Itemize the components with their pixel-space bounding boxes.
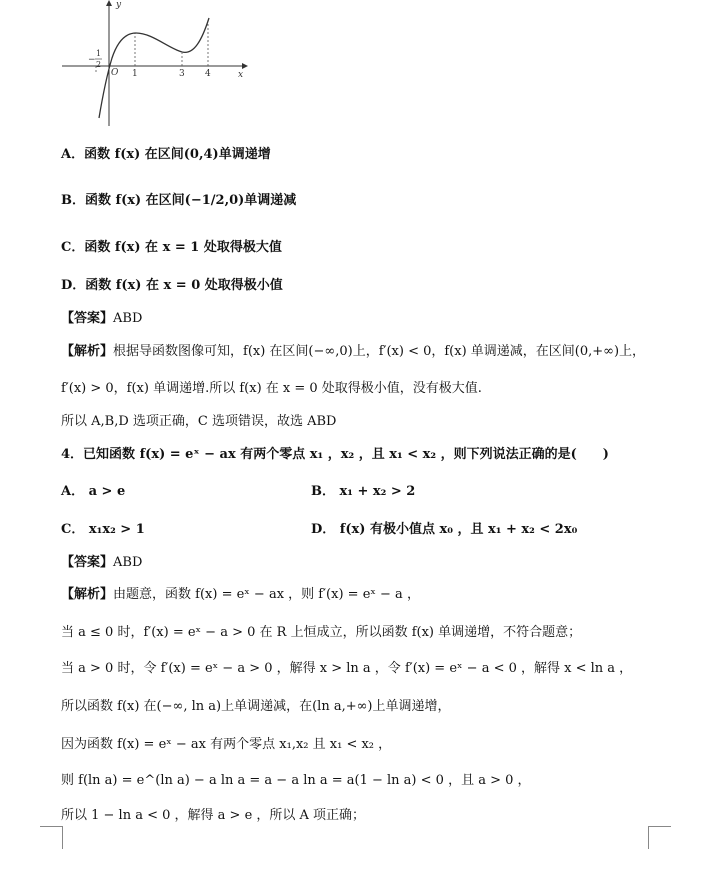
answer-tag: 【答案】 (61, 311, 114, 326)
q4-option-b: B． x₁ + x₂ > 2 (311, 484, 416, 499)
q3-analysis-line-1 (61, 343, 645, 361)
q3-option-c: C．函数 f(x) 在 x = 1 处取得极大值 (61, 240, 282, 255)
tick-4-label: 4 (205, 69, 211, 79)
tick-1-label: 1 (132, 69, 138, 79)
q4-analysis-line-2: 当 a ≤ 0 时，f′(x) = eˣ − a > 0 在 R 上恒成立，所以函数 f(x) 单调递增，不符合题意； (61, 625, 582, 640)
q3-option-d: D．函数 f(x) 在 x = 0 处取得极小值 (61, 278, 283, 293)
q4-analysis-line-6: 则 f(ln a) = e^(ln a) − a ln a = a − a ln a = a(1 − ln a) < 0 ，且 a > 0 ， (61, 773, 531, 788)
analysis-tag: 【解析】 (61, 587, 114, 602)
q4-option-d: D． f(x) 有极小值点 x₀ ，且 x₁ + x₂ < 2x₀ (311, 522, 578, 537)
half-den-label: 2 (96, 60, 102, 69)
q4-option-c: C． x₁x₂ > 1 (61, 522, 145, 537)
answer-value: ABD (113, 555, 143, 570)
x-axis-arrow (242, 63, 248, 69)
q4-analysis-line-5: 因为函数 f(x) = eˣ − ax 有两个零点 x₁,x₂ 且 x₁ < x₂ ， (61, 737, 392, 752)
page-corner-mark-right (648, 826, 671, 849)
q4-option-a: A． a > e (61, 484, 126, 499)
q4-analysis-line-1 (61, 586, 420, 604)
q3-option-a: A．函数 f(x) 在区间(0,4)单调递增 (61, 147, 271, 162)
q4-analysis-line-3: 当 a > 0 时，令 f′(x) = eˣ − a > 0 ，解得 x > ln a ，令 f′(x) = eˣ − a < 0 ，解得 x < ln a ， (61, 661, 633, 676)
analysis-text: 由题意，函数 f(x) = eˣ − ax ，则 f′(x) = eˣ − a ， (113, 587, 420, 602)
q4-answer (61, 554, 142, 572)
q3-analysis-line-2: f′(x) > 0，f(x) 单调递增.所以 f(x) 在 x = 0 处取得极小值，没有极大值. (61, 381, 482, 396)
answer-value: ABD (113, 311, 143, 326)
q3-answer (61, 310, 142, 328)
tick-3-label: 3 (179, 69, 185, 79)
y-axis-arrow (106, 0, 112, 6)
answer-tag: 【答案】 (61, 555, 114, 570)
q4-analysis-line-7: 所以 1 − ln a < 0 ，解得 a > e ，所以 A 项正确； (61, 808, 366, 823)
half-num-label: 1 (96, 49, 102, 58)
x-axis-label: x (238, 70, 244, 80)
q4-stem: 4．已知函数 f(x) = eˣ − ax 有两个零点 x₁ ，x₂ ，且 x₁ < x₂ ，则下列说法正确的是( ) (61, 447, 609, 462)
q3-option-b: B．函数 f(x) 在区间(−1/2,0)单调递减 (61, 193, 297, 208)
analysis-text: 根据导函数图像可知，f(x) 在区间(−∞,0)上，f′(x) < 0，f(x) 单调递减，在区间(0,+∞)上， (113, 344, 646, 359)
q3-analysis-line-3: 所以 A,B,D 选项正确，C 选项错误，故选 ABD (61, 414, 337, 429)
analysis-tag: 【解析】 (61, 344, 114, 359)
q4-analysis-line-4: 所以函数 f(x) 在(−∞, ln a)上单调递减，在(ln a,+∞)上单调递增， (61, 699, 451, 714)
neg-sign-label: − (88, 55, 96, 65)
derivative-graph (60, 0, 250, 128)
y-axis-label: y (116, 0, 122, 10)
origin-label: O (111, 68, 119, 78)
page-corner-mark-left (40, 826, 63, 849)
